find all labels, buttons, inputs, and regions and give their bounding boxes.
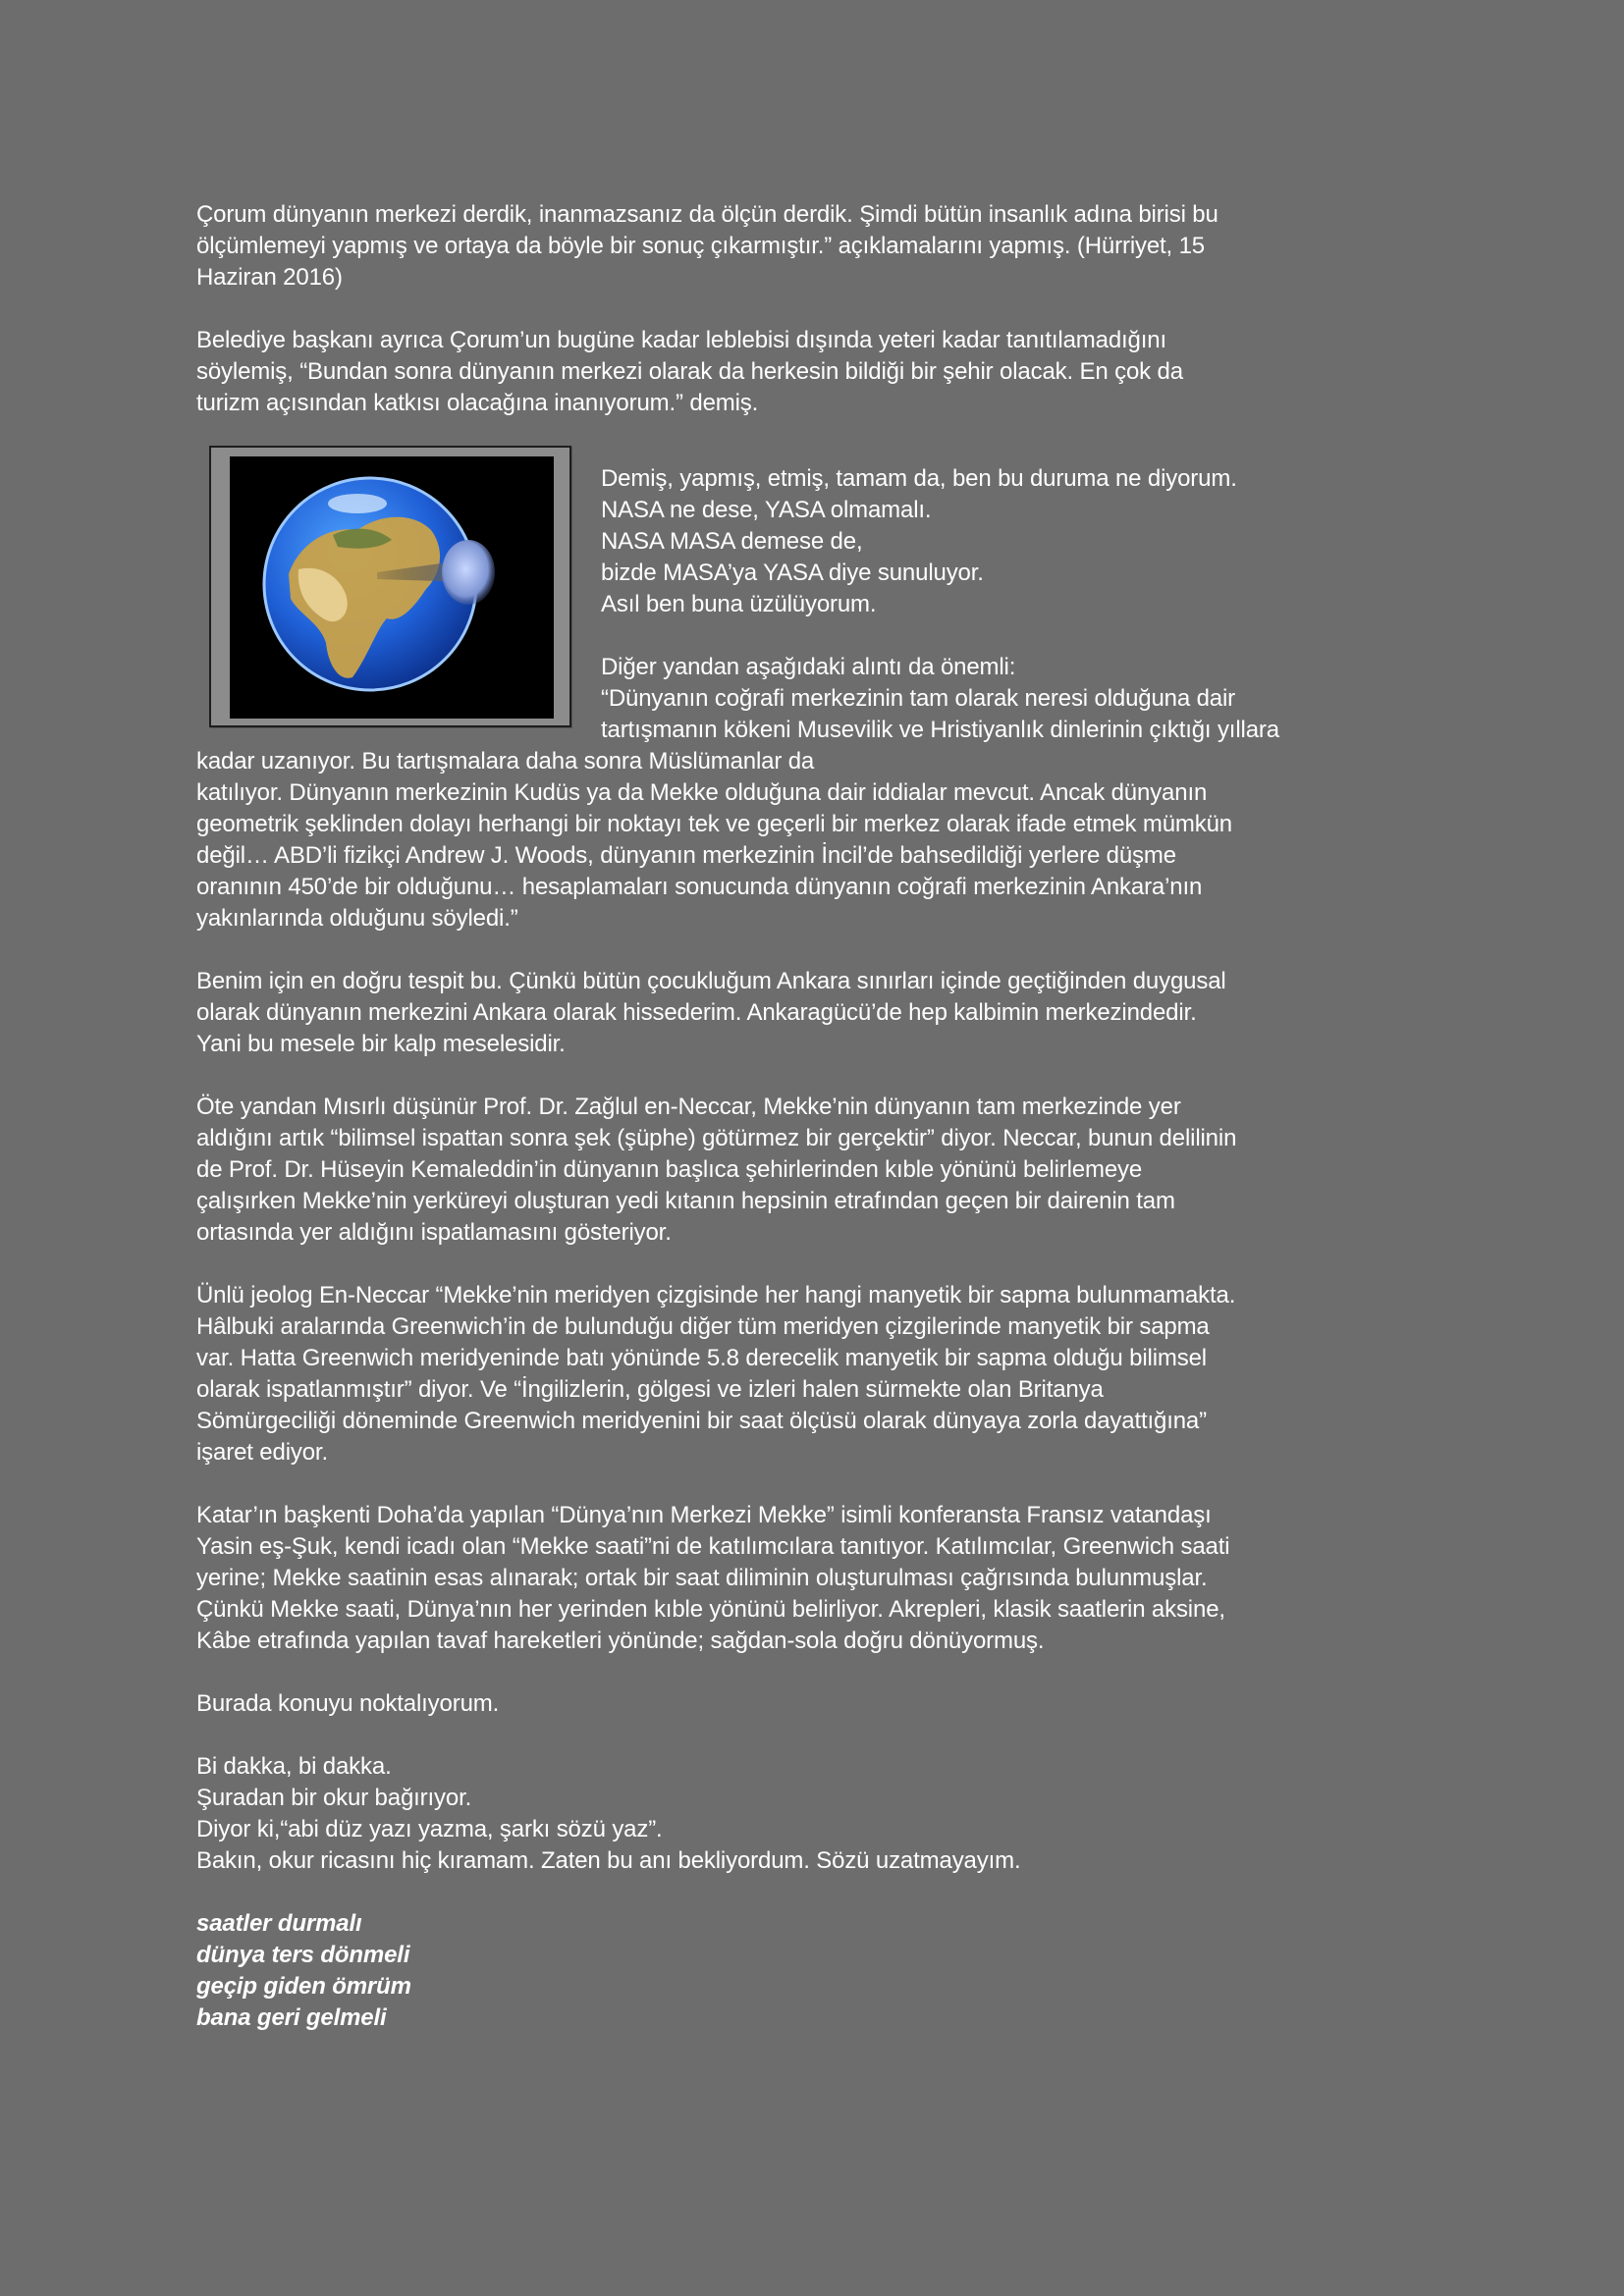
paragraph-closing (196, 1688, 1443, 1720)
text-line: Belediye başkanı ayrıca Çorum’un bugüne kadar leblebisi dışında yeteri kadar tanıtılamadığını (196, 327, 1166, 353)
text-line: Katar’ın başkenti Doha’da yapılan “Dünya’nın Merkezi Mekke” isimli konferansta Fransız vatandaşı (196, 1502, 1212, 1528)
text-line: Benim için en doğru tespit bu. Çünkü bütün çocukluğum Ankara sınırları içinde geçtiğinden duygusal (196, 968, 1226, 994)
text-line: aldığını artık “bilimsel ispattan sonra şek (şüphe) götürmez bir gerçektir” diyor. Neccar, bunun delilinin (196, 1125, 1237, 1151)
text-line: de Prof. Dr. Hüseyin Kemaleddin’in dünyanın başlıca şehirlerinden kıble yönünü belirlemeye (196, 1156, 1143, 1183)
globe-meteor-image (230, 456, 554, 719)
text-line: Öte yandan Mısırlı düşünür Prof. Dr. Zağlul en-Neccar, Mekke’nin dünyanın tam merkezinde yer (196, 1094, 1181, 1120)
text-line: olarak dünyanın merkezini Ankara olarak hissederim. Ankaragücü’de hep kalbimin merkezindedir. (196, 999, 1197, 1026)
text-line: Yasin eş-Şuk, kendi icadı olan “Mekke saati”ni de katılımcılara tanıtıyor. Katılımcılar, Greenwich saati (196, 1533, 1230, 1560)
text-line: olarak ispatlanmıştır” diyor. Ve “İngilizlerin, gölgesi ve izleri halen sürmekte olan Britanya (196, 1376, 1104, 1403)
text-line: işaret ediyor. (196, 1439, 328, 1466)
paragraph-ankara (196, 966, 1443, 1060)
article-body (196, 199, 1443, 2065)
text-line: Asıl ben buna üzülüyorum. (601, 591, 877, 617)
text-line: ortasında yer aldığını ispatlamasını gösteriyor. (196, 1219, 672, 1246)
text-line: tartışmanın kökeni Musevilik ve Hristiyanlık dinlerinin çıktığı yıllara (601, 717, 1279, 743)
text-line: yerine; Mekke saatinin esas alınarak; ortak bir saat diliminin oluşturulması çağrısında bulunmuşlar. (196, 1565, 1208, 1591)
text-line: var. Hatta Greenwich meridyeninde batı yönünde 5.8 derecelik manyetik bir sapma olduğu bilimsel (196, 1345, 1207, 1371)
text-line: turizm açısından katkısı olacağına inanıyorum.” demiş. (196, 390, 759, 416)
text-line: NASA ne dese, YASA olmamalı. (601, 497, 932, 523)
text-line: katılıyor. Dünyanın merkezinin Kudüs ya da Mekke olduğuna dair iddialar mevcut. Ancak dünyanın (196, 779, 1208, 806)
text-line: Bakın, okur ricasını hiç kıramam. Zaten bu anı bekliyordum. Sözü uzatmayayım. (196, 1847, 1021, 1874)
text-line: Sömürgeciliği döneminde Greenwich meridyenini bir saat ölçüsü olarak dünyaya zorla dayattığına” (196, 1408, 1207, 1434)
text-line: kadar uzanıyor. Bu tartışmalara daha sonra Müslümanlar da (196, 748, 815, 774)
text-line: Ünlü jeolog En-Neccar “Mekke’nin meridyen çizgisinde her hangi manyetik bir sapma bulunmamakta. (196, 1282, 1236, 1308)
text-line: Haziran 2016) (196, 264, 343, 291)
paragraph-meridian (196, 1280, 1443, 1468)
text-line: oranının 450’de bir olduğunu… hesaplamaları sonucunda dünyanın coğrafi merkezinin Ankara’nın (196, 874, 1203, 900)
earth-globe-icon (230, 456, 554, 719)
text-line: Diğer yandan aşağıdaki alıntı da önemli: (601, 654, 1016, 680)
paragraph-reader-request (196, 1751, 1443, 1877)
figure-with-text (196, 463, 1443, 777)
text-line: değil… ABD’li fizikçi Andrew J. Woods, dünyanın merkezinin İncil’de bahsedildiği yerlere düşme (196, 842, 1176, 869)
text-line: geometrik şeklinden dolayı herhangi bir noktayı tek ve geçerli bir merkez olarak ifade etmek mümkün (196, 811, 1232, 837)
text-line: “Dünyanın coğrafi merkezinin tam olarak neresi olduğuna dair (601, 685, 1236, 712)
text-line: Bi dakka, bi dakka. (196, 1753, 392, 1780)
text-line: söylemiş, “Bundan sonra dünyanın merkezi olarak da herkesin bildiği bir şehir olacak. En çok da (196, 358, 1183, 385)
text-line: Şuradan bir okur bağırıyor. (196, 1785, 472, 1811)
text-line: çalışırken Mekke’nin yerküreyi oluşturan yedi kıtanın hepsinin etrafından geçen bir dairenin tam (196, 1188, 1175, 1214)
poem-line: saatler durmalı (196, 1910, 362, 1937)
poem-lyrics (196, 1908, 1443, 2034)
text-line: Hâlbuki aralarında Greenwich’in de bulunduğu diğer tüm meridyen çizgilerinde manyetik bir sapma (196, 1313, 1210, 1340)
text-line: Yani bu mesele bir kalp meselesidir. (196, 1031, 566, 1057)
text-line: Kâbe etrafında yapılan tavaf hareketleri yönünde; sağdan-sola doğru dönüyormuş. (196, 1628, 1045, 1654)
text-line: Burada konuyu noktalıyorum. (196, 1690, 500, 1717)
poem-line: geçip giden ömrüm (196, 1973, 411, 2000)
paragraph-mayor (196, 325, 1443, 419)
paragraph-mecca-clock (196, 1500, 1443, 1657)
text-line: yakınlarında olduğunu söyledi.” (196, 905, 518, 932)
text-line: Demiş, yapmış, etmiş, tamam da, ben bu duruma ne diyorum. (601, 465, 1237, 492)
paragraph-corum-quote (196, 199, 1443, 294)
text-line: bizde MASA’ya YASA diye sunuluyor. (601, 560, 984, 586)
text-line: ölçümlemeyi yapmış ve ortaya da böyle bir sonuç çıkarmıştır.” açıklamalarını yapmış. (Hürriyet, 15 (196, 233, 1205, 259)
paragraph-geographic-center-quote (196, 777, 1443, 934)
text-line: NASA MASA demese de, (601, 528, 863, 555)
text-line: Çünkü Mekke saati, Dünya’nın her yerinden kıble yönünü belirliyor. Akrepleri, klasik saatlerin aksine, (196, 1596, 1225, 1623)
text-line: Diyor ki,“abi düz yazı yazma, şarkı sözü yaz”. (196, 1816, 663, 1842)
poem-line: dünya ters dönmeli (196, 1942, 410, 1968)
text-line: Çorum dünyanın merkezi derdik, inanmazsanız da ölçün derdik. Şimdi bütün insanlık adına birisi bu (196, 201, 1218, 228)
image-frame (209, 446, 571, 727)
poem-line: bana geri gelmeli (196, 2004, 387, 2031)
paragraph-neccar (196, 1092, 1443, 1249)
